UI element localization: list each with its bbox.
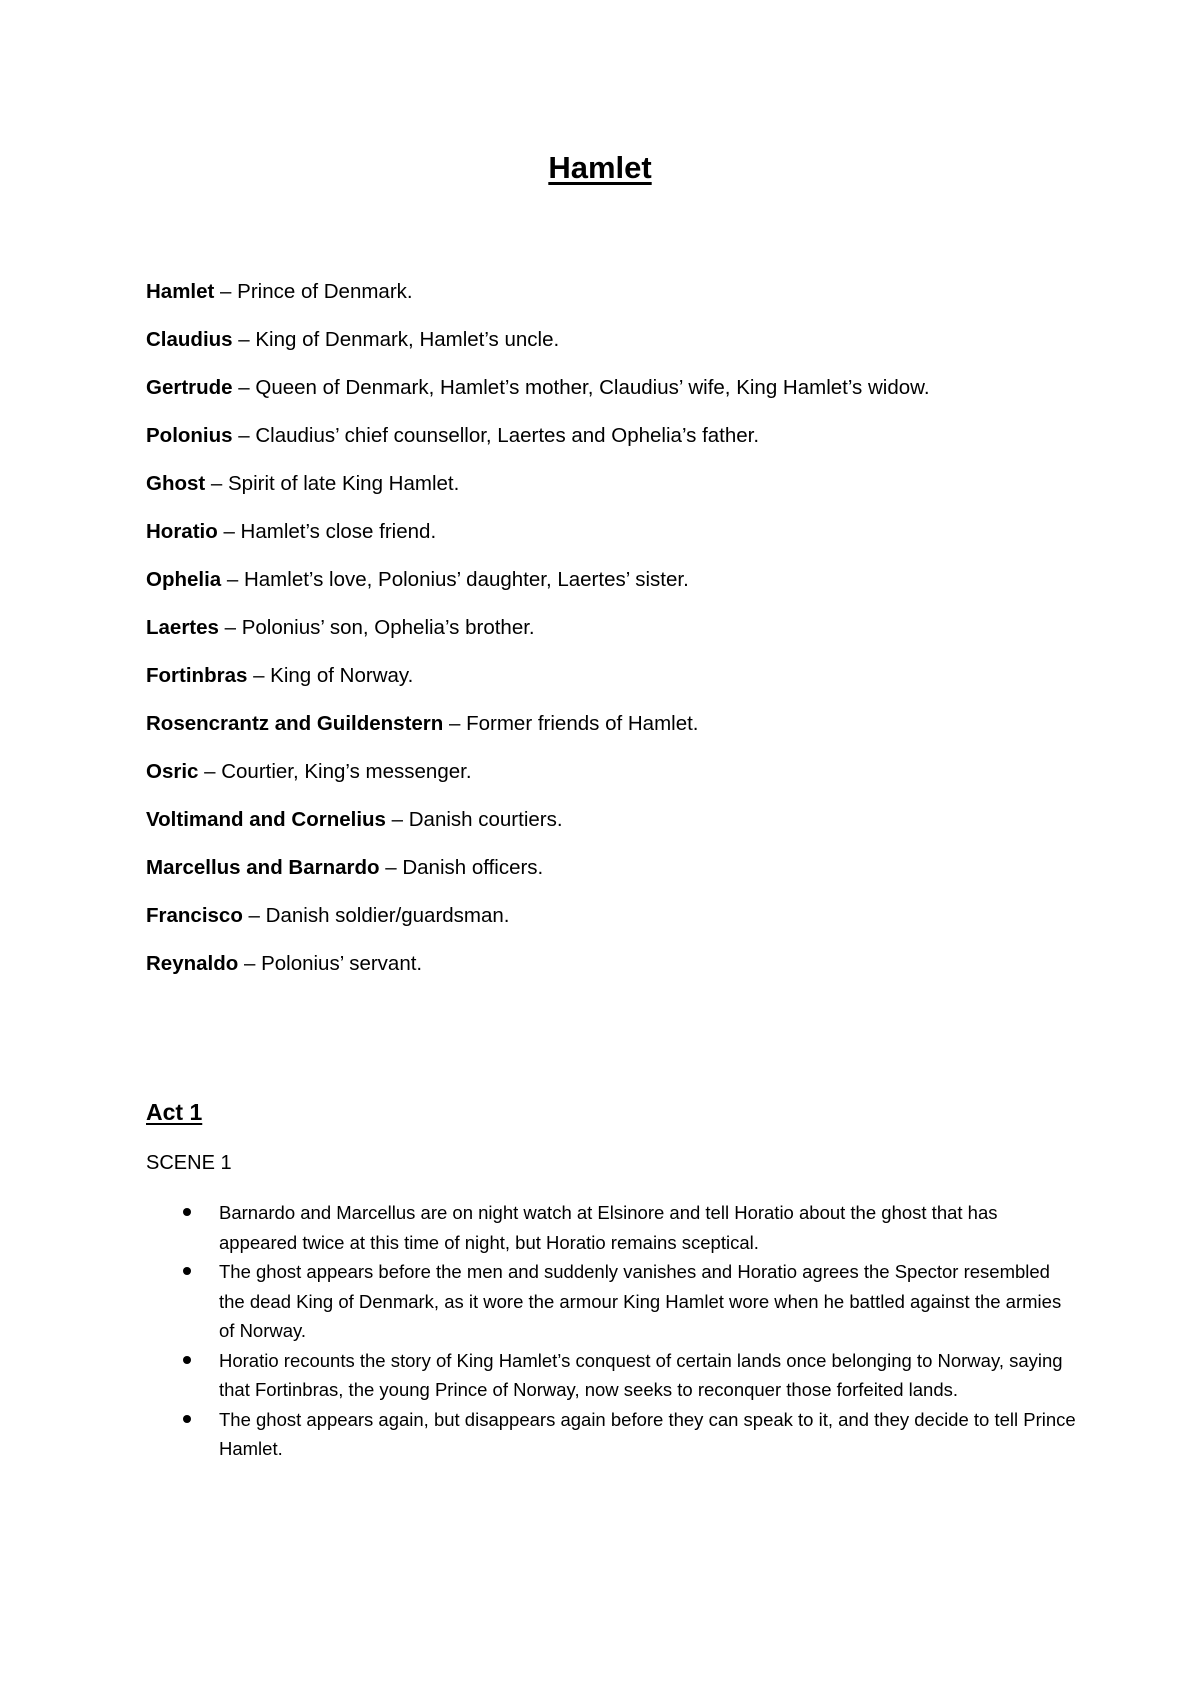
character-description: – Hamlet’s close friend. <box>217 520 437 543</box>
character-entry <box>146 615 1106 663</box>
bullet-dot-icon <box>183 1267 191 1275</box>
scene-heading: SCENE 1 <box>146 1152 232 1174</box>
character-description: – Danish soldier/guardsman. <box>242 904 510 927</box>
character-entry <box>146 327 1106 375</box>
character-name: Rosencrantz and Guildenstern <box>146 712 444 735</box>
summary-bullet <box>146 1257 1076 1346</box>
summary-text: The ghost appears before the men and suddenly vanishes and Horatio agrees the Spector resembled the dead King of Denmark, as it wore the armour King Hamlet wore when he battled against the armies of Norway. <box>219 1261 1062 1341</box>
bullet-dot-icon <box>183 1208 191 1216</box>
summary-bullet <box>146 1346 1076 1405</box>
character-entry <box>146 855 1106 903</box>
character-name: Horatio <box>146 520 218 543</box>
document-title: Hamlet <box>548 150 652 185</box>
character-name: Ophelia <box>146 568 222 591</box>
character-description: – Prince of Denmark. <box>214 280 413 303</box>
bullet-dot-icon <box>183 1415 191 1423</box>
character-name: Fortinbras <box>146 664 248 687</box>
summary-bullet <box>146 1405 1076 1464</box>
character-description: – Danish officers. <box>379 856 544 879</box>
summary-text: Barnardo and Marcellus are on night watch at Elsinore and tell Horatio about the ghost that has appeared twice at this time of night, but Horatio remains sceptical. <box>219 1202 998 1253</box>
character-description: – Spirit of late King Hamlet. <box>205 472 460 495</box>
character-entry <box>146 471 1106 519</box>
character-description: – Danish courtiers. <box>385 808 563 831</box>
character-name: Reynaldo <box>146 952 239 975</box>
character-name: Laertes <box>146 616 219 639</box>
character-description: – Claudius’ chief counsellor, Laertes and Ophelia’s father. <box>232 424 760 447</box>
character-entry <box>146 951 1106 999</box>
character-entry <box>146 759 1106 807</box>
summary-text: The ghost appears again, but disappears again before they can speak to it, and they decide to tell Prince Hamlet. <box>219 1408 1076 1459</box>
character-entry <box>146 519 1106 567</box>
scene-summary-list <box>146 1198 1076 1464</box>
character-entry <box>146 423 1106 471</box>
character-name: Voltimand and Cornelius <box>146 808 386 831</box>
character-name: Polonius <box>146 424 233 447</box>
summary-text: Horatio recounts the story of King Hamlet’s conquest of certain lands once belonging to Norway, saying that Fortinbras, the young Prince of Norway, now seeks to reconquer those forfeited lands. <box>219 1349 1063 1400</box>
character-description: – Queen of Denmark, Hamlet’s mother, Claudius’ wife, King Hamlet’s widow. <box>232 376 930 399</box>
character-entry <box>146 663 1106 711</box>
character-description: – King of Norway. <box>247 664 414 687</box>
character-entry <box>146 279 1106 327</box>
character-entry <box>146 567 1106 615</box>
character-entry <box>146 807 1106 855</box>
character-name: Ghost <box>146 472 206 495</box>
character-entry <box>146 903 1106 951</box>
act-heading: Act 1 <box>146 1099 203 1125</box>
character-entry <box>146 375 1106 423</box>
character-description: – King of Denmark, Hamlet’s uncle. <box>232 328 560 351</box>
character-name: Osric <box>146 760 199 783</box>
character-description: – Polonius’ son, Ophelia’s brother. <box>218 616 535 639</box>
character-description: – Former friends of Hamlet. <box>443 712 699 735</box>
character-name: Gertrude <box>146 376 233 399</box>
character-name: Marcellus and Barnardo <box>146 856 380 879</box>
character-description: – Hamlet’s love, Polonius’ daughter, Laertes’ sister. <box>221 568 689 591</box>
character-name: Claudius <box>146 328 233 351</box>
character-description: – Polonius’ servant. <box>238 952 423 975</box>
character-name: Francisco <box>146 904 243 927</box>
character-name: Hamlet <box>146 280 215 303</box>
summary-bullet <box>146 1198 1076 1257</box>
character-description: – Courtier, King’s messenger. <box>198 760 472 783</box>
bullet-dot-icon <box>183 1356 191 1364</box>
character-list <box>146 279 1106 999</box>
character-entry <box>146 711 1106 759</box>
